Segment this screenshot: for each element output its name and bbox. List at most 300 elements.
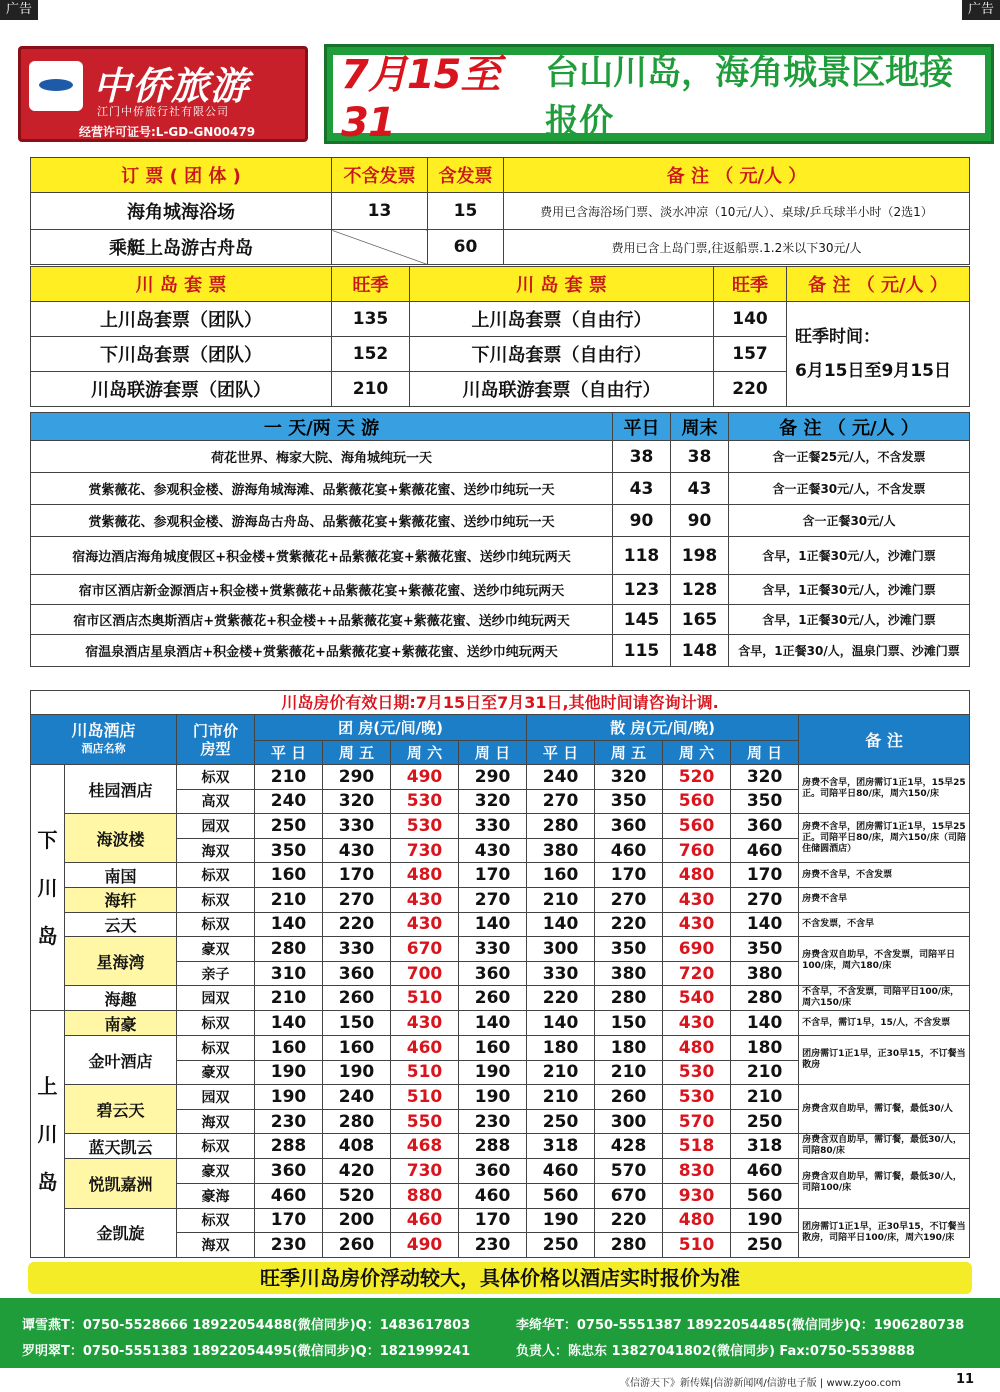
- room-price: 240: [255, 789, 323, 814]
- tour-note: 含一正餐30元/人，不含发票: [729, 473, 970, 505]
- room-price: 240: [527, 765, 595, 790]
- room-price: 318: [527, 1134, 595, 1159]
- tour-note: 含早，1正餐30元/人，沙滩门票: [729, 605, 970, 635]
- hotel-note-header: 备 注: [799, 715, 970, 765]
- package-name: 川岛联游套票（团队）: [31, 372, 332, 407]
- room-price: 160: [255, 863, 323, 888]
- room-price: 170: [459, 1208, 527, 1233]
- hotel-name: 悦凯嘉洲: [65, 1159, 177, 1208]
- hotel-header-sub: 酒店名称: [81, 741, 126, 755]
- room-price: 180: [527, 1035, 595, 1060]
- hotel-name: 星海湾: [65, 937, 177, 986]
- room-price: 460: [255, 1183, 323, 1208]
- room-type: 豪双: [177, 937, 255, 962]
- room-price: 830: [663, 1159, 731, 1184]
- package-name: 川岛联游套票（自由行）: [410, 372, 714, 407]
- room-type: 园双: [177, 1085, 255, 1110]
- packages-table: [30, 266, 970, 407]
- room-price: 560: [527, 1183, 595, 1208]
- hotel-name: 桂园酒店: [65, 765, 177, 814]
- tour-note: 含早，1正餐30元/人，沙滩门票: [729, 575, 970, 605]
- room-price: 300: [527, 937, 595, 962]
- package-price: 157: [714, 337, 787, 372]
- island-char: 川: [37, 875, 58, 900]
- room-price: 670: [391, 937, 459, 962]
- room-price: 460: [527, 1159, 595, 1184]
- day-header-3: 周 日: [459, 741, 527, 765]
- room-price: 190: [731, 1208, 799, 1233]
- tour-route: 赏紫薇花、参观积金楼、游海角城海滩、品紫薇花宴+紫薇花蜜、送纱巾纯玩一天: [31, 473, 613, 505]
- room-price: 460: [459, 1183, 527, 1208]
- room-price: 240: [323, 1085, 391, 1110]
- tour-note: 含一正餐30元/人: [729, 505, 970, 537]
- ticket-price-empty: [332, 230, 428, 265]
- room-price: 760: [663, 838, 731, 863]
- contact-footer: [0, 1298, 1000, 1368]
- company-logo: [18, 46, 308, 142]
- room-price: 220: [527, 986, 595, 1011]
- room-price: 550: [391, 1109, 459, 1134]
- room-price: 170: [731, 863, 799, 888]
- room-price: 260: [595, 1085, 663, 1110]
- hotel-name: 南豪: [65, 1011, 177, 1036]
- room-type: 豪双: [177, 1159, 255, 1184]
- room-price: 330: [527, 961, 595, 986]
- day-header-1: 周 五: [323, 741, 391, 765]
- room-price: 408: [323, 1134, 391, 1159]
- room-price: 700: [391, 961, 459, 986]
- tour-row: [31, 537, 970, 575]
- room-price: 430: [459, 838, 527, 863]
- room-price: 360: [459, 961, 527, 986]
- room-type: 海双: [177, 838, 255, 863]
- room-type: 标双: [177, 887, 255, 912]
- room-price: 230: [459, 1233, 527, 1258]
- room-price: 560: [663, 789, 731, 814]
- tour-note: 含早，1正餐30/人，温泉门票、沙滩门票: [729, 635, 970, 667]
- room-price: 510: [391, 1085, 459, 1110]
- tour-price-weekday: 145: [613, 605, 671, 635]
- room-type: 豪海: [177, 1183, 255, 1208]
- room-price: 330: [323, 814, 391, 839]
- room-price: 480: [663, 1208, 731, 1233]
- package-price: 210: [332, 372, 410, 407]
- room-price: 350: [595, 937, 663, 962]
- room-price: 360: [731, 814, 799, 839]
- room-price: 468: [391, 1134, 459, 1159]
- package-name: 下川岛套票（团队）: [31, 337, 332, 372]
- room-price: 140: [459, 1011, 527, 1036]
- tour-price-weekend: 38: [671, 441, 729, 473]
- room-price: 250: [527, 1233, 595, 1258]
- room-header: [177, 715, 255, 765]
- room-price: 140: [255, 912, 323, 937]
- hotel-row: [31, 937, 970, 962]
- ticket-price-invoice: 15: [428, 193, 504, 230]
- packages-header-peak2: 旺季: [714, 267, 787, 302]
- tours-header-note: 备 注 （ 元/人 ）: [729, 413, 970, 441]
- room-price: 360: [459, 1159, 527, 1184]
- room-price: 280: [595, 986, 663, 1011]
- tour-row: [31, 635, 970, 667]
- room-price: 288: [459, 1134, 527, 1159]
- tour-price-weekend: 43: [671, 473, 729, 505]
- room-price: 350: [731, 937, 799, 962]
- tickets-table: [30, 157, 970, 265]
- hotel-header: [31, 715, 177, 765]
- room-price: 190: [459, 1085, 527, 1110]
- room-price: 170: [459, 863, 527, 888]
- footer-source: 《信游天下》新传媒|信游新闻网/信游电子版 | www.zyoo.com: [620, 1378, 902, 1389]
- hotel-note: 团房需订1正1早，正30早15，不订餐当散房，司陪平日100/床，周六190/床: [799, 1208, 970, 1257]
- room-type: 海双: [177, 1233, 255, 1258]
- tour-route: 宿市区酒店新金源酒店+积金楼+赏紫薇花+品紫薇花宴+紫薇花蜜、送纱巾纯玩两天: [31, 575, 613, 605]
- hotel-row: [31, 765, 970, 790]
- hotel-row: [31, 1208, 970, 1233]
- room-price: 320: [323, 789, 391, 814]
- room-price: 270: [595, 887, 663, 912]
- room-price: 360: [595, 814, 663, 839]
- ticket-name: 海角城海浴场: [31, 193, 332, 230]
- tour-price-weekday: 90: [613, 505, 671, 537]
- room-price: 180: [731, 1035, 799, 1060]
- single-room-header: 散 房(元/间/晚): [527, 715, 799, 741]
- room-price: 190: [527, 1208, 595, 1233]
- room-price: 720: [663, 961, 731, 986]
- room-price: 430: [391, 912, 459, 937]
- hotel-row: [31, 887, 970, 912]
- room-price: 560: [663, 814, 731, 839]
- room-price: 530: [391, 789, 459, 814]
- room-price: 520: [323, 1183, 391, 1208]
- hotel-row: [31, 912, 970, 937]
- room-type: 园双: [177, 814, 255, 839]
- hotel-name: 碧云天: [65, 1085, 177, 1134]
- room-price: 480: [663, 1035, 731, 1060]
- room-type: 豪双: [177, 1060, 255, 1085]
- hotel-name: 云天: [65, 912, 177, 937]
- island-char: 岛: [37, 1170, 58, 1195]
- room-price: 210: [255, 986, 323, 1011]
- room-price: 270: [527, 789, 595, 814]
- room-price: 520: [663, 765, 731, 790]
- room-price: 190: [255, 1085, 323, 1110]
- room-price: 170: [323, 863, 391, 888]
- tour-route: 宿海边酒店海角城度假区+积金楼+赏紫薇花+品紫薇花宴+紫薇花蜜、送纱巾纯玩两天: [31, 537, 613, 575]
- room-price: 730: [391, 838, 459, 863]
- day-header-6: 周 六: [663, 741, 731, 765]
- hotel-name: 金凯旋: [65, 1208, 177, 1257]
- room-price: 530: [391, 814, 459, 839]
- tour-price-weekend: 148: [671, 635, 729, 667]
- room-price: 280: [731, 986, 799, 1011]
- hotel-note: 不含早，需订1早，15/人，不含发票: [799, 1011, 970, 1036]
- room-price: 140: [527, 1011, 595, 1036]
- room-price: 690: [663, 937, 731, 962]
- packages-header-group: 川 岛 套 票: [31, 267, 332, 302]
- room-price: 510: [391, 1060, 459, 1085]
- logo-name: 中侨旅游: [93, 64, 250, 108]
- hotel-row: [31, 814, 970, 839]
- tour-price-weekday: 118: [613, 537, 671, 575]
- room-price: 260: [323, 1233, 391, 1258]
- room-price: 428: [595, 1134, 663, 1159]
- room-type: 标双: [177, 765, 255, 790]
- room-price: 460: [391, 1208, 459, 1233]
- room-type: 标双: [177, 863, 255, 888]
- room-price: 320: [459, 789, 527, 814]
- logo-license: 经营许可证号:L-GD-GN00479: [79, 125, 256, 139]
- room-price: 150: [595, 1011, 663, 1036]
- tours-table: [30, 412, 970, 667]
- room-type: 园双: [177, 986, 255, 1011]
- tour-row: [31, 575, 970, 605]
- room-price: 300: [595, 1109, 663, 1134]
- tour-row: [31, 473, 970, 505]
- tickets-header-invoice: 含发票: [428, 158, 504, 193]
- hotel-row: [31, 1159, 970, 1184]
- room-type: 标双: [177, 1208, 255, 1233]
- package-price: 220: [714, 372, 787, 407]
- room-price: 140: [731, 912, 799, 937]
- hotel-name: 海波楼: [65, 814, 177, 863]
- logo-company: 江门中侨旅行社有限公司: [97, 105, 229, 118]
- room-type: 标双: [177, 1035, 255, 1060]
- room-price: 730: [391, 1159, 459, 1184]
- hotel-note: 房费含双自助早，不含发票，司陪平日100/床，周六180/床: [799, 937, 970, 986]
- day-header-4: 平 日: [527, 741, 595, 765]
- day-header-7: 周 日: [731, 741, 799, 765]
- room-price: 220: [595, 1208, 663, 1233]
- package-price: 135: [332, 302, 410, 337]
- room-price: 460: [731, 1159, 799, 1184]
- room-price: 480: [391, 863, 459, 888]
- packages-header-free: 川 岛 套 票: [410, 267, 714, 302]
- tickets-header-note: 备 注 （ 元/人 ）: [504, 158, 970, 193]
- room-price: 490: [391, 765, 459, 790]
- room-price: 320: [595, 765, 663, 790]
- room-price: 288: [255, 1134, 323, 1159]
- room-price: 210: [595, 1060, 663, 1085]
- room-price: 230: [459, 1109, 527, 1134]
- hotel-note: 不含发票，不含早: [799, 912, 970, 937]
- room-price: 150: [323, 1011, 391, 1036]
- island-label-xia: [31, 765, 65, 1011]
- page-number: 11: [956, 1372, 975, 1387]
- package-name: 下川岛套票（自由行）: [410, 337, 714, 372]
- room-type: 标双: [177, 1011, 255, 1036]
- hotel-note: 房费不含早，团房需订1正1早，15早25正。司陪平日80/床，周六150/床（司陪住储圆酒店）: [799, 814, 970, 863]
- island-char: 岛: [37, 923, 58, 948]
- hotel-name: 海轩: [65, 887, 177, 912]
- tour-route: 宿市区酒店杰奥斯酒店+赏紫薇花+积金楼++品紫薇花宴+紫薇花蜜、送纱巾纯玩两天: [31, 605, 613, 635]
- ad-label-left: 广告: [0, 0, 38, 20]
- hotel-name: 南国: [65, 863, 177, 888]
- package-name: 上川岛套票（团队）: [31, 302, 332, 337]
- room-price: 318: [731, 1134, 799, 1159]
- room-price: 430: [663, 912, 731, 937]
- room-price: 230: [255, 1109, 323, 1134]
- room-price: 170: [255, 1208, 323, 1233]
- tour-price-weekend: 165: [671, 605, 729, 635]
- tickets-header-item: 订 票 ( 团 体 ): [31, 158, 332, 193]
- hotel-note: 房费不含早，团房需订1正1早，15早25正。司陪平日80/床，周六150/床: [799, 765, 970, 814]
- ticket-note: 费用已含上岛门票,往返船票.1.2米以下30元/人: [504, 230, 970, 265]
- tours-header-weekday: 平日: [613, 413, 671, 441]
- tour-route: 荷花世界、梅家大院、海角城纯玩一天: [31, 441, 613, 473]
- room-price: 280: [323, 1109, 391, 1134]
- room-price: 480: [663, 863, 731, 888]
- room-type: 亲子: [177, 961, 255, 986]
- room-price: 380: [731, 961, 799, 986]
- hotel-validity: 川岛房价有效日期:7月15日至7月31日,其他时间请咨询计调.: [30, 690, 970, 714]
- room-type: 高双: [177, 789, 255, 814]
- room-type: 标双: [177, 1134, 255, 1159]
- room-price: 330: [323, 937, 391, 962]
- hotel-name: 金叶酒店: [65, 1035, 177, 1084]
- peak-season-period: 6月15日至9月15日: [795, 361, 951, 381]
- tours-header-weekend: 周末: [671, 413, 729, 441]
- hotel-note: 房费含双自助早，需订餐，最低30/人，司陪100/床: [799, 1159, 970, 1208]
- room-price: 510: [391, 986, 459, 1011]
- room-price: 530: [663, 1085, 731, 1110]
- room-price: 570: [595, 1159, 663, 1184]
- day-header-0: 平 日: [255, 741, 323, 765]
- room-price: 518: [663, 1134, 731, 1159]
- room-price: 250: [255, 814, 323, 839]
- hotel-row: [31, 1134, 970, 1159]
- tour-price-weekday: 123: [613, 575, 671, 605]
- room-price: 290: [459, 765, 527, 790]
- contact-4: 负责人：陈忠东 13827041802(微信同步) Fax:0750-5539888: [516, 1344, 915, 1359]
- price-header-title: 门市价: [193, 721, 239, 740]
- room-price: 510: [663, 1233, 731, 1258]
- room-price: 140: [255, 1011, 323, 1036]
- room-price: 170: [595, 863, 663, 888]
- room-price: 380: [527, 838, 595, 863]
- island-char: 川: [37, 1122, 58, 1147]
- island-label-shang: [31, 1011, 65, 1257]
- hotel-row: [31, 1011, 970, 1036]
- day-header-5: 周 五: [595, 741, 663, 765]
- room-price: 270: [459, 887, 527, 912]
- room-price: 210: [255, 765, 323, 790]
- room-price: 210: [527, 887, 595, 912]
- room-price: 430: [663, 1011, 731, 1036]
- room-price: 330: [459, 937, 527, 962]
- room-price: 930: [663, 1183, 731, 1208]
- room-price: 250: [527, 1109, 595, 1134]
- room-price: 260: [459, 986, 527, 1011]
- room-price: 140: [731, 1011, 799, 1036]
- package-price: 152: [332, 337, 410, 372]
- room-price: 210: [731, 1085, 799, 1110]
- room-price: 430: [391, 887, 459, 912]
- packages-header-peak: 旺季: [332, 267, 410, 302]
- room-price: 220: [595, 912, 663, 937]
- room-price: 180: [595, 1035, 663, 1060]
- package-name: 上川岛套票（自由行）: [410, 302, 714, 337]
- peak-season-title: 旺季时间：: [795, 327, 880, 347]
- island-char: 下: [37, 827, 58, 852]
- price-float-banner: 旺季川岛房价浮动较大，具体价格以酒店实时报价为准: [28, 1262, 972, 1294]
- ticket-price-invoice: 60: [428, 230, 504, 265]
- room-price: 220: [323, 912, 391, 937]
- room-price: 670: [595, 1183, 663, 1208]
- hotel-note: 房费含双自助早，需订餐，最低30/人: [799, 1085, 970, 1134]
- room-price: 280: [527, 814, 595, 839]
- room-price: 270: [731, 887, 799, 912]
- hotel-row: [31, 863, 970, 888]
- tour-price-weekday: 43: [613, 473, 671, 505]
- room-price: 210: [527, 1060, 595, 1085]
- room-price: 280: [255, 937, 323, 962]
- headline-box: [324, 44, 994, 144]
- room-price: 210: [527, 1085, 595, 1110]
- tour-price-weekend: 128: [671, 575, 729, 605]
- ad-label-right: 广告: [962, 0, 1000, 20]
- room-price: 530: [663, 1060, 731, 1085]
- room-price: 140: [527, 912, 595, 937]
- room-price: 490: [391, 1233, 459, 1258]
- hotel-note: 团房需订1正1早，正30早15，不订餐当散房: [799, 1035, 970, 1084]
- tour-price-weekday: 38: [613, 441, 671, 473]
- room-price: 280: [595, 1233, 663, 1258]
- package-price: 140: [714, 302, 787, 337]
- room-type: 标双: [177, 912, 255, 937]
- room-price: 460: [391, 1035, 459, 1060]
- room-price: 350: [731, 789, 799, 814]
- room-header-title: 房型: [200, 739, 231, 758]
- packages-header-note: 备 注 （ 元/人 ）: [787, 267, 970, 302]
- tour-note: 含一正餐25元/人，不含发票: [729, 441, 970, 473]
- hotel-note: 房费不含早: [799, 887, 970, 912]
- ticket-note: 费用已含海浴场门票、淡水冲凉（10元/人）、桌球/乒乓球半小时（2选1）: [504, 193, 970, 230]
- tour-route: 宿温泉酒店星泉酒店+积金楼+赏紫薇花+品紫薇花宴+紫薇花蜜、送纱巾纯玩两天: [31, 635, 613, 667]
- headline-title: 台山川岛，海角城景区地接报价: [545, 53, 954, 142]
- room-price: 160: [255, 1035, 323, 1060]
- tour-row: [31, 605, 970, 635]
- tour-price-weekday: 115: [613, 635, 671, 667]
- ticket-price-noinvoice: 13: [332, 193, 428, 230]
- room-price: 380: [595, 961, 663, 986]
- room-price: 190: [323, 1060, 391, 1085]
- room-price: 210: [731, 1060, 799, 1085]
- room-price: 270: [323, 887, 391, 912]
- room-price: 190: [255, 1060, 323, 1085]
- hotel-note: 房费含双自助早，需订餐，最低30/人，司陪80/床: [799, 1134, 970, 1159]
- room-price: 430: [323, 838, 391, 863]
- room-price: 430: [663, 887, 731, 912]
- contact-1: 谭雪燕T：0750-5528666 18922054488(微信同步)Q：1483617803: [22, 1318, 471, 1333]
- tour-note: 含早，1正餐30元/人，沙滩门票: [729, 537, 970, 575]
- tour-row: [31, 505, 970, 537]
- room-price: 250: [731, 1109, 799, 1134]
- room-price: 200: [323, 1208, 391, 1233]
- room-price: 570: [663, 1109, 731, 1134]
- room-price: 250: [731, 1233, 799, 1258]
- peak-season-note: [787, 302, 970, 407]
- contact-3: 罗明翠T：0750-5551383 18922054495(微信同步)Q：1821999241: [22, 1344, 471, 1359]
- island-char: 上: [37, 1074, 58, 1099]
- day-header-2: 周 六: [391, 741, 459, 765]
- room-price: 420: [323, 1159, 391, 1184]
- room-price: 880: [391, 1183, 459, 1208]
- room-price: 140: [459, 912, 527, 937]
- ticket-name: 乘艇上岛游古舟岛: [31, 230, 332, 265]
- headline-date: 7月15至31: [341, 51, 500, 146]
- room-price: 330: [459, 814, 527, 839]
